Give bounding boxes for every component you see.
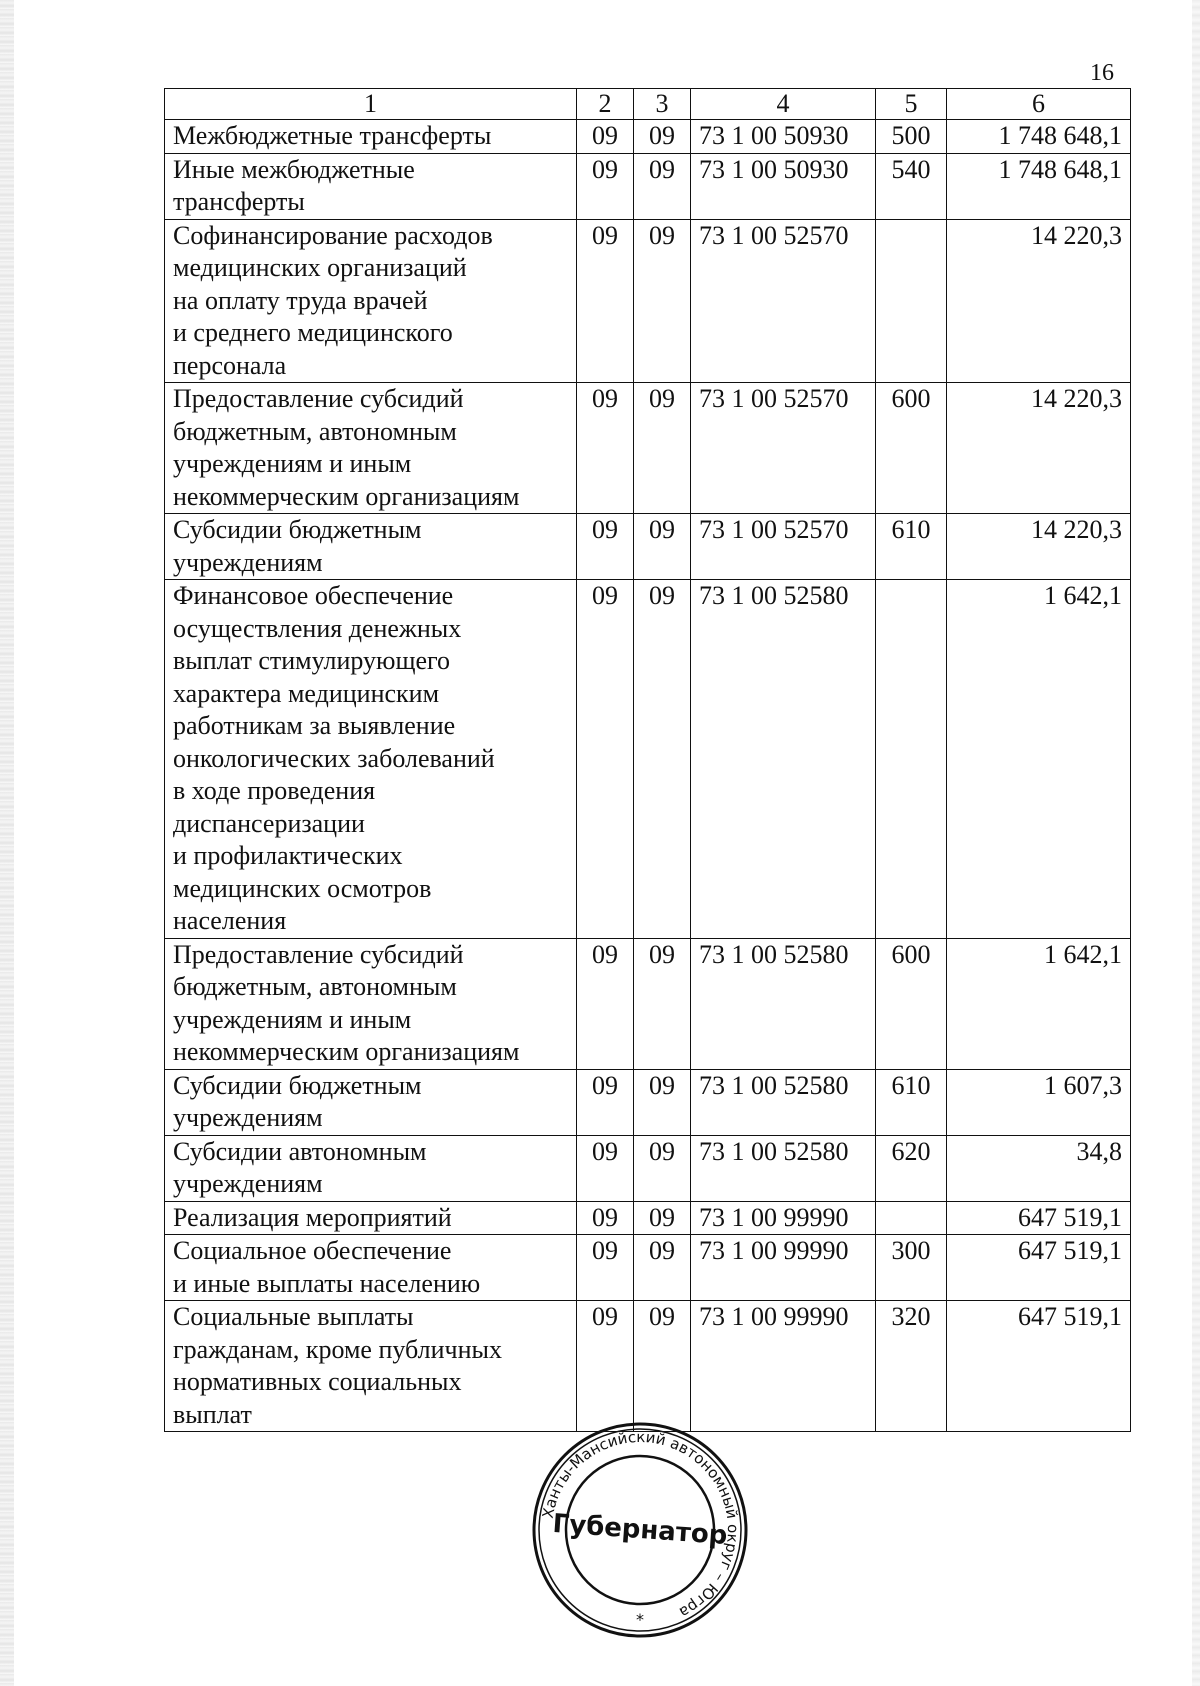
target-code-cell: 73 1 00 52570 (691, 514, 876, 580)
row-name-line: на оплату труда врачей (173, 285, 428, 315)
section-code-cell: 09 (577, 1135, 634, 1201)
subsection-code-cell: 09 (634, 580, 691, 939)
row-name-line: онкологических заболеваний (173, 743, 495, 773)
table-row (165, 219, 1131, 383)
table-row (165, 938, 1131, 1069)
header-cell: 1 (165, 89, 577, 120)
target-code-cell: 73 1 00 52580 (691, 580, 876, 939)
table-row (165, 1201, 1131, 1235)
table-row (165, 1135, 1131, 1201)
expense-type-cell: 620 (876, 1135, 947, 1201)
row-name-line: в ходе проведения (173, 776, 376, 805)
budget-table (164, 88, 1131, 1432)
section-code-cell: 09 (577, 1201, 634, 1235)
row-name-line: учреждениям (173, 1103, 323, 1132)
row-name-line: Реализация мероприятий (173, 1202, 452, 1232)
row-name-line: осуществления денежных (173, 613, 462, 643)
row-name-line: учреждениям (173, 547, 323, 577)
header-cell: 2 (577, 89, 634, 120)
table-row (165, 514, 1131, 580)
row-name-line: характера медицинским (173, 678, 440, 708)
section-code-cell: 09 (577, 1301, 634, 1432)
amount-cell: 647 519,1 (947, 1201, 1131, 1235)
row-name-line: работникам за выявление (173, 711, 456, 740)
table-row (165, 120, 1131, 154)
target-code-cell: 73 1 00 52580 (691, 1069, 876, 1135)
row-name-line: и среднего медицинского (173, 318, 453, 347)
section-code-cell: 09 (577, 219, 634, 383)
header-cell: 3 (634, 89, 691, 120)
row-name-cell (165, 514, 577, 580)
scan-edge-right (1192, 0, 1200, 1686)
target-code-cell: 73 1 00 50930 (691, 120, 876, 154)
amount-cell: 1 642,1 (947, 580, 1131, 939)
row-name-cell (165, 938, 577, 1069)
expense-type-cell: 320 (876, 1301, 947, 1432)
subsection-code-cell: 09 (634, 219, 691, 383)
row-name-line: Финансовое обеспечение (173, 581, 454, 610)
amount-cell: 1 748 648,1 (947, 120, 1131, 154)
subsection-code-cell: 09 (634, 1235, 691, 1301)
target-code-cell: 73 1 00 52580 (691, 938, 876, 1069)
expense-type-cell: 300 (876, 1235, 947, 1301)
target-code-cell: 73 1 00 52570 (691, 219, 876, 383)
table-row (165, 383, 1131, 514)
header-cell: 6 (947, 89, 1131, 120)
section-code-cell: 09 (577, 580, 634, 939)
scan-edge-left (0, 0, 14, 1686)
row-name-cell (165, 1235, 577, 1301)
row-name-line: населения (173, 906, 287, 935)
subsection-code-cell: 09 (634, 1301, 691, 1432)
row-name-line: диспансеризации (173, 808, 365, 838)
seal-center-text: Губернатор (551, 1508, 729, 1552)
amount-cell: 1 607,3 (947, 1069, 1131, 1135)
target-code-cell: 73 1 00 99990 (691, 1201, 876, 1235)
target-code-cell: 73 1 00 50930 (691, 153, 876, 219)
row-name-line: Софинансирование расходов (173, 220, 493, 250)
row-name-line: бюджетным, автономным (173, 972, 457, 1001)
section-code-cell: 09 (577, 1069, 634, 1135)
expense-type-cell: 540 (876, 153, 947, 219)
subsection-code-cell: 09 (634, 1069, 691, 1135)
row-name-cell (165, 219, 577, 383)
expense-type-cell (876, 219, 947, 383)
section-code-cell: 09 (577, 383, 634, 514)
header-cell: 5 (876, 89, 947, 120)
table-row (165, 1069, 1131, 1135)
amount-cell: 1 748 648,1 (947, 153, 1131, 219)
row-name-line: Субсидии автономным (173, 1136, 427, 1166)
expense-type-cell: 600 (876, 938, 947, 1069)
subsection-code-cell: 09 (634, 514, 691, 580)
seal-ring-text: Ханты-Мансийский автономный округ – Югра (538, 1427, 743, 1622)
row-name-cell (165, 120, 577, 154)
row-name-line: некоммерческим организациям (173, 1037, 520, 1066)
amount-cell: 14 220,3 (947, 219, 1131, 383)
table-header-row (165, 89, 1131, 120)
subsection-code-cell: 09 (634, 383, 691, 514)
row-name-line: выплат стимулирующего (173, 646, 451, 675)
amount-cell: 34,8 (947, 1135, 1131, 1201)
row-name-cell (165, 580, 577, 939)
expense-type-cell: 500 (876, 120, 947, 154)
expense-type-cell: 610 (876, 1069, 947, 1135)
row-name-cell (165, 1069, 577, 1135)
expense-type-cell: 610 (876, 514, 947, 580)
row-name-line: учреждениям и иным (173, 449, 412, 478)
amount-cell: 647 519,1 (947, 1235, 1131, 1301)
subsection-code-cell: 09 (634, 1201, 691, 1235)
row-name-line: медицинских организаций (173, 253, 467, 282)
table-row (165, 1235, 1131, 1301)
page-number: 16 (1090, 60, 1114, 86)
row-name-line: трансферты (173, 187, 305, 216)
row-name-line: учреждениям и иным (173, 1004, 412, 1034)
row-name-line: и иные выплаты населению (173, 1268, 481, 1298)
table-row (165, 153, 1131, 219)
row-name-cell (165, 1201, 577, 1235)
row-name-line: персонала (173, 350, 287, 380)
governor-seal (530, 1420, 750, 1640)
amount-cell: 14 220,3 (947, 383, 1131, 514)
row-name-line: выплат (173, 1399, 252, 1429)
table-row (165, 1301, 1131, 1432)
row-name-line: и профилактических (173, 841, 403, 870)
section-code-cell: 09 (577, 120, 634, 154)
row-name-line: Предоставление субсидий (173, 939, 464, 969)
expense-type-cell (876, 580, 947, 939)
row-name-line: Субсидии бюджетным (173, 1070, 422, 1100)
row-name-line: Субсидии бюджетным (173, 515, 422, 544)
row-name-line: гражданам, кроме публичных (173, 1334, 502, 1364)
table-row (165, 580, 1131, 939)
row-name-line: некоммерческим организациям (173, 481, 520, 511)
row-name-cell (165, 1301, 577, 1432)
header-cell: 4 (691, 89, 876, 120)
amount-cell: 14 220,3 (947, 514, 1131, 580)
row-name-line: Межбюджетные трансферты (173, 121, 492, 150)
row-name-line: Социальное обеспечение (173, 1236, 452, 1265)
amount-cell: 647 519,1 (947, 1301, 1131, 1432)
section-code-cell: 09 (577, 153, 634, 219)
row-name-cell (165, 383, 577, 514)
subsection-code-cell: 09 (634, 120, 691, 154)
subsection-code-cell: 09 (634, 153, 691, 219)
section-code-cell: 09 (577, 514, 634, 580)
section-code-cell: 09 (577, 1235, 634, 1301)
row-name-line: Иные межбюджетные (173, 154, 415, 184)
subsection-code-cell: 09 (634, 938, 691, 1069)
row-name-cell (165, 153, 577, 219)
row-name-line: нормативных социальных (173, 1367, 462, 1396)
row-name-line: Предоставление субсидий (173, 384, 464, 413)
target-code-cell: 73 1 00 99990 (691, 1235, 876, 1301)
target-code-cell: 73 1 00 99990 (691, 1301, 876, 1432)
expense-type-cell: 600 (876, 383, 947, 514)
amount-cell: 1 642,1 (947, 938, 1131, 1069)
row-name-line: бюджетным, автономным (173, 416, 457, 446)
row-name-line: учреждениям (173, 1169, 323, 1198)
section-code-cell: 09 (577, 938, 634, 1069)
row-name-cell (165, 1135, 577, 1201)
expense-type-cell (876, 1201, 947, 1235)
subsection-code-cell: 09 (634, 1135, 691, 1201)
row-name-line: Социальные выплаты (173, 1302, 414, 1331)
target-code-cell: 73 1 00 52580 (691, 1135, 876, 1201)
row-name-line: медицинских осмотров (173, 873, 432, 903)
seal-star: * (636, 1610, 644, 1629)
target-code-cell: 73 1 00 52570 (691, 383, 876, 514)
